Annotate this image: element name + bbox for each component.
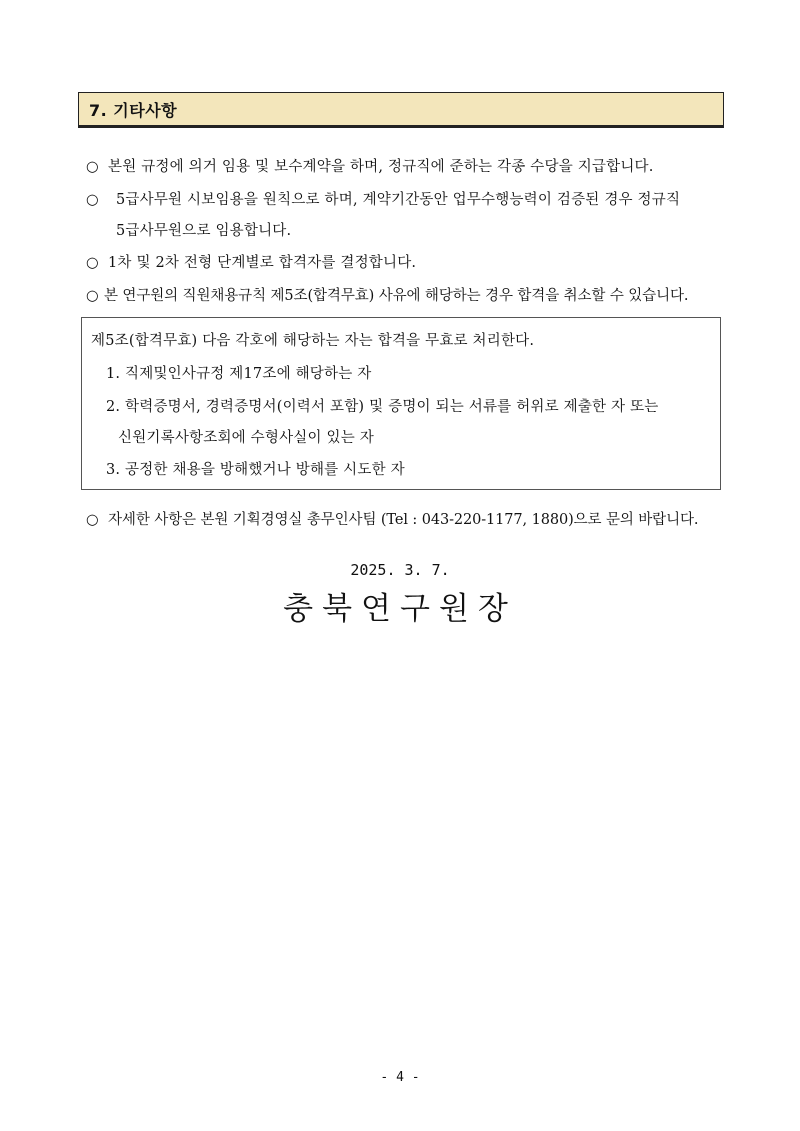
bullet-text: 본 연구원의 직원채용규칙 제5조(합격무효) 사유에 해당하는 경우 합격을 취소할 수 있습니다.	[104, 288, 689, 304]
bullet-item	[86, 284, 736, 305]
rule-item: 3. 공정한 채용을 방해했거나 방해를 시도한 자	[106, 462, 405, 478]
bullet-item	[86, 251, 736, 272]
section-header	[78, 92, 724, 128]
page-number: - 4 -	[380, 1070, 420, 1085]
circle-bullet-icon: ○	[86, 512, 99, 528]
signature: 충북연구원장	[283, 591, 517, 627]
section-title: 7. 기타사항	[89, 100, 178, 120]
contact-line	[86, 508, 736, 529]
contact-text: 자세한 사항은 본원 기획경영실 총무인사팀 (Tel : 043-220-1177, 1880)으로 문의 바랍니다.	[108, 512, 699, 528]
rule-item-continuation: 신원기록사항조회에 수형사실이 있는 자	[118, 430, 374, 446]
rule-box	[81, 317, 721, 490]
rule-intro: 제5조(합격무효) 다음 각호에 해당하는 자는 합격을 무효로 처리한다.	[91, 333, 535, 349]
circle-bullet-icon: ○	[86, 192, 99, 208]
bullet-item	[86, 155, 736, 176]
bullet-item	[86, 188, 736, 209]
bullet-text: 본원 규정에 의거 임용 및 보수계약을 하며, 정규직에 준하는 각종 수당을 지급합니다.	[108, 159, 654, 175]
rule-item: 1. 직제및인사규정 제17조에 해당하는 자	[106, 366, 372, 382]
bullet-continuation: 5급사무원으로 임용합니다.	[116, 223, 292, 239]
rule-item: 2. 학력증명서, 경력증명서(이력서 포함) 및 증명이 되는 서류를 허위로 제출한 자 또는	[106, 399, 659, 415]
issue-date: 2025. 3. 7.	[350, 561, 450, 579]
bullet-text: 5급사무원 시보임용을 원칙으로 하며, 계약기간동안 업무수행능력이 검증된 경우 정규직	[116, 192, 681, 208]
circle-bullet-icon: ○	[86, 159, 99, 175]
bullet-text: 1차 및 2차 전형 단계별로 합격자를 결정합니다.	[108, 255, 417, 271]
circle-bullet-icon: ○	[86, 288, 99, 304]
circle-bullet-icon: ○	[86, 255, 99, 271]
